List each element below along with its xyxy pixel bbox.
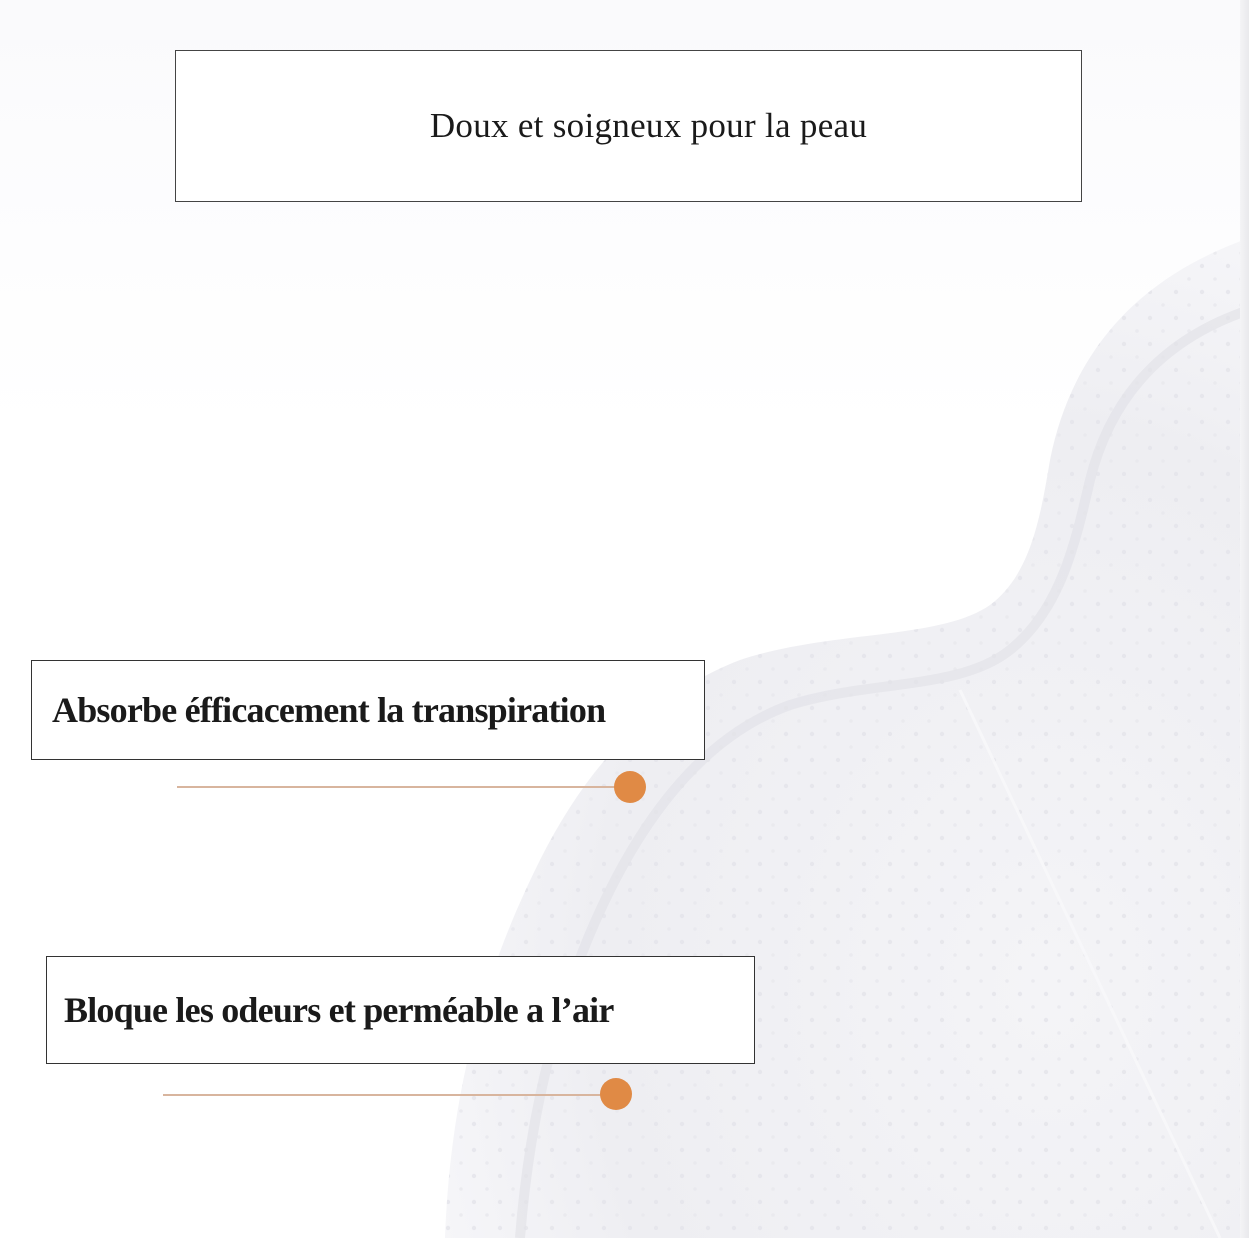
feature-box-odor [46,956,755,1064]
headline-text: Doux et soigneux pour la peau [429,106,868,145]
pointer-line-odor [163,1094,603,1096]
feature-box-absorb [31,660,705,760]
pointer-line-absorb [177,786,617,788]
feature-text-absorb: Absorbe éfficacement la transpiration [52,690,606,730]
pointer-dot-absorb [614,771,646,803]
pointer-dot-odor [600,1078,632,1110]
right-edge-shadow [1240,0,1249,1238]
feature-text-odor: Bloque les odeurs et perméable a l’air [64,990,614,1030]
headline-box [175,50,1082,202]
